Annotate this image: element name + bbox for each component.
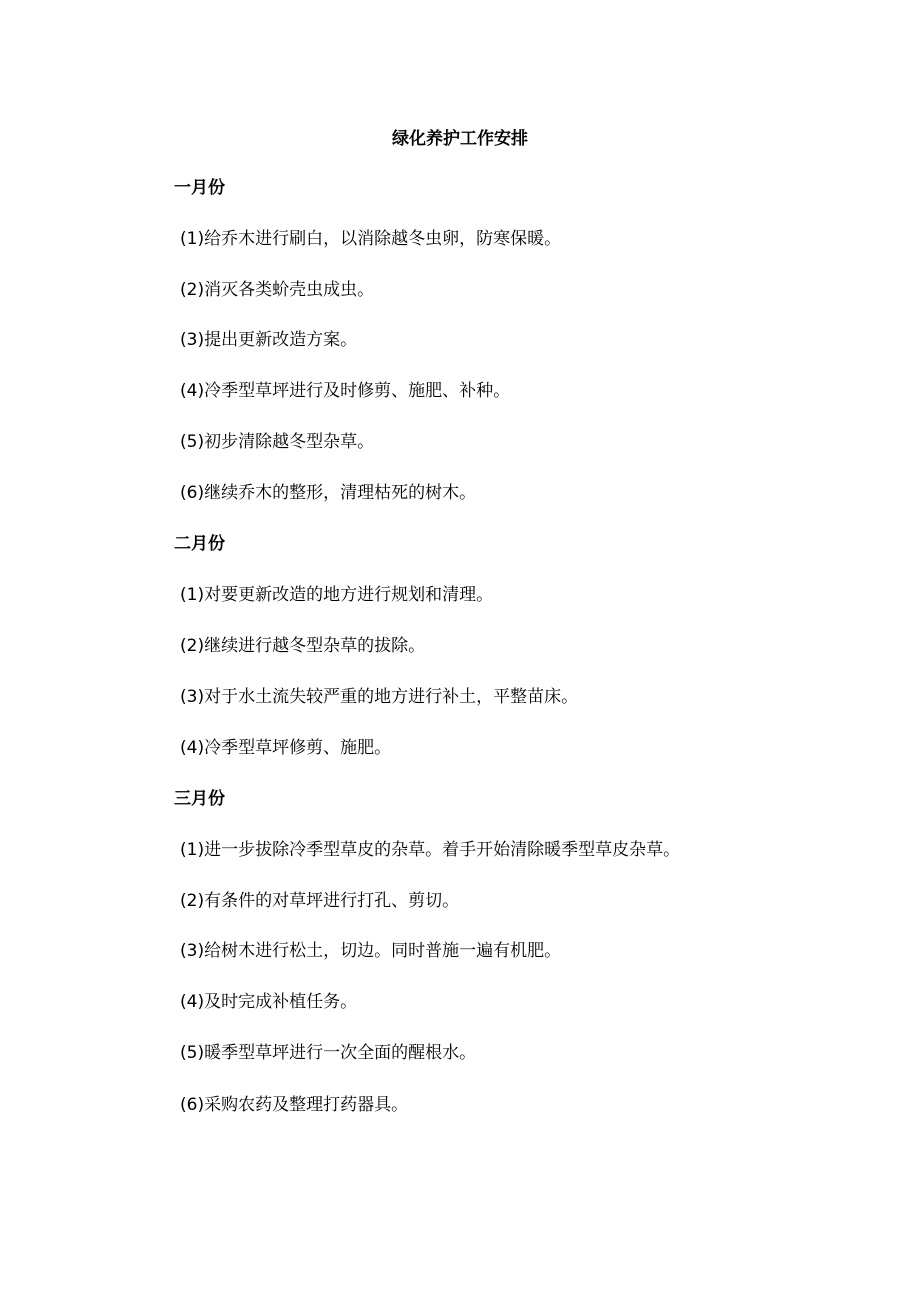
list-item: (2)继续进行越冬型杂草的拔除。 — [180, 636, 426, 656]
section-heading-january: 一月份 — [174, 178, 225, 198]
list-item: (6)继续乔木的整形，清理枯死的树木。 — [180, 483, 477, 503]
list-item: (4)及时完成补植任务。 — [180, 992, 358, 1012]
list-item: (1)给乔木进行刷白，以消除越冬虫卵，防寒保暖。 — [180, 229, 562, 249]
list-item: (4)冷季型草坪修剪、施肥。 — [180, 738, 392, 758]
list-item: (3)给树木进行松土，切边。同时普施一遍有机肥。 — [180, 941, 562, 961]
list-item: (5)初步清除越冬型杂草。 — [180, 432, 375, 452]
list-item: (5)暖季型草坪进行一次全面的醒根水。 — [180, 1043, 477, 1063]
list-item: (4)冷季型草坪进行及时修剪、施肥、补种。 — [180, 381, 511, 401]
list-item: (3)提出更新改造方案。 — [180, 330, 358, 350]
list-item: (6)采购农药及整理打药器具。 — [180, 1095, 409, 1115]
list-item: (3)对于水土流失较严重的地方进行补土，平整苗床。 — [180, 687, 579, 707]
list-item: (2)消灭各类蚧壳虫成虫。 — [180, 280, 375, 300]
list-item: (2)有条件的对草坪进行打孔、剪切。 — [180, 891, 460, 911]
section-heading-march: 三月份 — [174, 789, 225, 809]
list-item: (1)对要更新改造的地方进行规划和清理。 — [180, 585, 494, 605]
document-title: 绿化养护工作安排 — [392, 129, 528, 149]
section-heading-february: 二月份 — [174, 534, 225, 554]
list-item: (1)进一步拔除冷季型草皮的杂草。着手开始清除暖季型草皮杂草。 — [180, 840, 681, 860]
